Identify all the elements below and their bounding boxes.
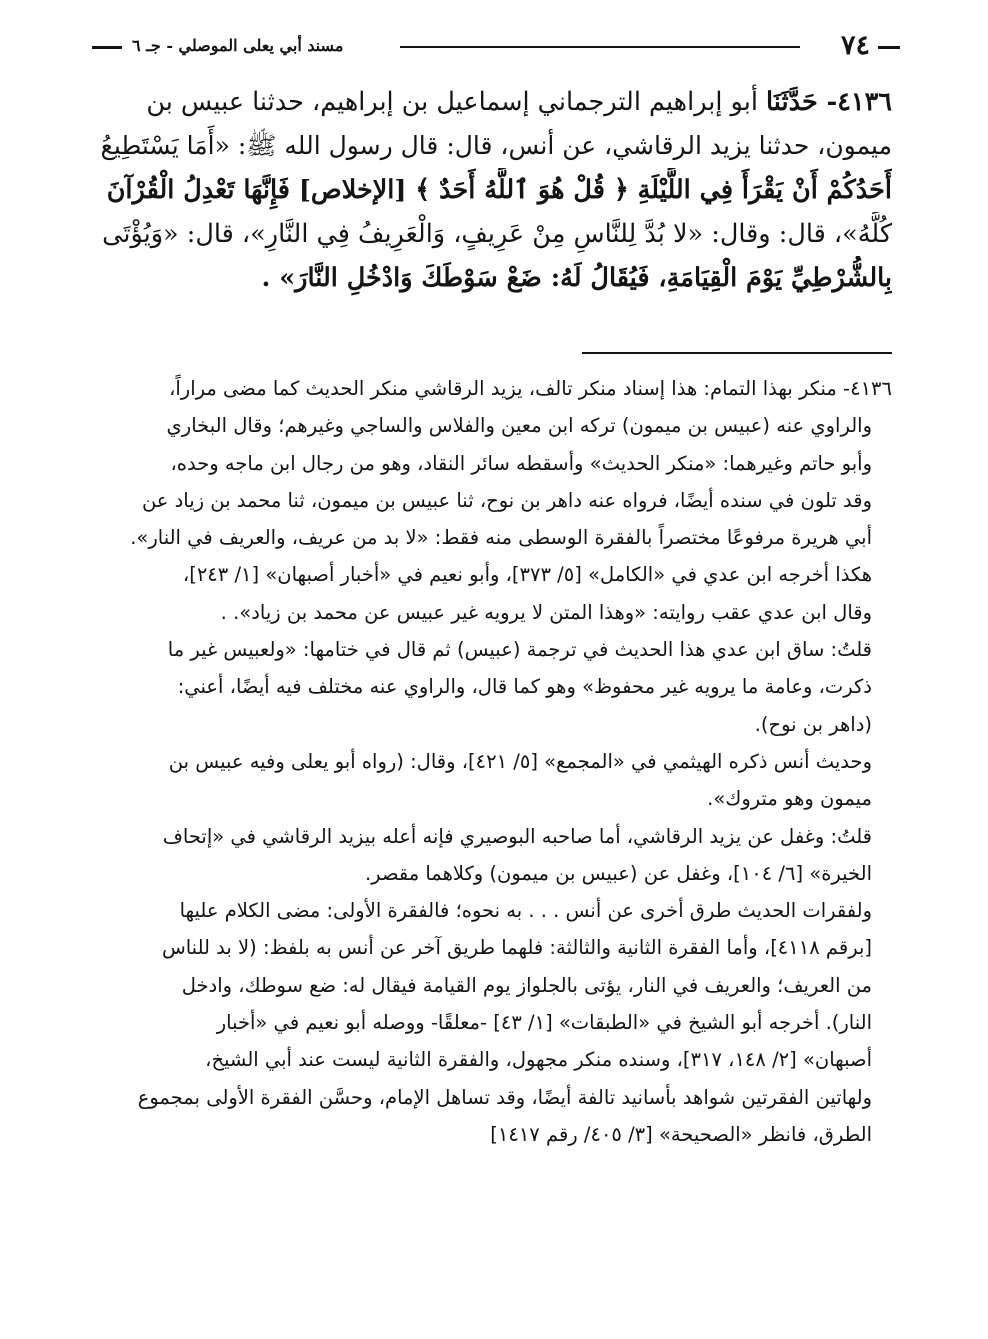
- footnote-line: ولهاتين الفقرتين شواهد بأسانيد تالفة أيضًا، وقد تساهل الإمام، وحسَّن الفقرة الأولى بمجموع: [137, 1085, 872, 1109]
- footnote-line: أصبهان» [٢/ ١٤٨، ٣١٧]، وسنده منكر مجهول، والفقرة الثانية ليست عند أبي الشيخ،: [205, 1048, 872, 1072]
- footnote-line: وقد تلون في سنده أيضًا، فرواه عنه داهر بن نوح، ثنا عبيس بن ميمون، ثنا محمد بن زياد عن: [141, 488, 872, 512]
- footnote-line: الخيرة» [٦/ ١٠٤]، وغفل عن (عبيس بن ميمون) وكلاهما مقصر.: [364, 861, 872, 885]
- hadith-opener: - حَدَّثَنَا: [766, 87, 838, 117]
- footnote-line: ولفقرات الحديث طرق أخرى عن أنس . . . به نحوه؛ فالفقرة الأولى: مضى الكلام عليها: [179, 899, 872, 923]
- footnote-separator: [582, 352, 892, 354]
- footnote-line: ذكرت، وعامة ما يرويه غير محفوظ» وهو كما قال، والراوي عنه مختلف فيه أيضًا، أعني:: [177, 675, 872, 699]
- footnotes: [92, 370, 892, 1153]
- footnote-line: وأبو حاتم وغيرهما: «منكر الحديث» وأسقطه سائر النقاد، وهو من رجال ابن ماجه وحده،: [170, 451, 872, 475]
- header-rule: [400, 46, 800, 48]
- footnote-line: قلتُ: وغفل عن يزيد الرقاشي، أما صاحبه البوصيري فإنه أعله بيزيد الرقاشي في «إتحاف: [162, 824, 872, 848]
- footnote-line: (داهر بن نوح).: [754, 712, 872, 736]
- footnote-line: هكذا أخرجه ابن عدي في «الكامل» [٥/ ٣٧٣]، وأبو نعيم في «أخبار أصبهان» [١/ ٢٤٣]،: [182, 563, 872, 587]
- hadith-line-text: أبو إبراهيم الترجماني إسماعيل بن إبراهيم، حدثنا عبيس بن: [146, 87, 758, 117]
- footnote-line: الطرق، فانظر «الصحيحة» [٣/ ٤٠٥/ رقم ١٤١٧]: [490, 1122, 872, 1146]
- hadith-text: [92, 80, 892, 300]
- page-header: [92, 26, 900, 66]
- hadith-line: أَحَدُكُمْ أَنْ يَقْرَأَ فِي اللَّيْلَةِ ﴿ قُلْ هُوَ ٱللَّهُ أَحَدٌ ﴾ [الإخلاص] فَإِنَّهَا تَعْدِلُ الْقُرْآنَ: [106, 175, 892, 205]
- page-number: ٧٤: [840, 30, 870, 61]
- hadith-line: [92, 80, 892, 124]
- footnote-line: قلتُ: ساق ابن عدي هذا الحديث في ترجمة (عبيس) ثم قال في ختامها: «ولعبيس غير ما: [167, 638, 872, 662]
- footnote-line: ميمون وهو متروك».: [707, 787, 872, 811]
- header-dash-left: [92, 46, 122, 49]
- footnote-line: أبي هريرة مرفوعًا مختصراً بالفقرة الوسطى منه فقط: «لا بد من عريف، والعريف في النار».: [130, 526, 872, 550]
- hadith-line: ميمون، حدثنا يزيد الرقاشي، عن أنس، قال: قال رسول الله ﷺ: «أَمَا يَسْتَطِيعُ: [100, 131, 892, 160]
- footnote-line: والراوي عنه (عبيس بن ميمون) تركه ابن معين والفلاس والساجي وغيرهم؛ وقال البخاري: [166, 414, 872, 438]
- hadith-line: كُلَّهُ»، قال: وقال: «لا بُدَّ لِلنَّاسِ مِنْ عَرِيفٍ، وَالْعَرِيفُ فِي النَّارِ»، قال: «وَيُؤْتَى: [102, 219, 892, 249]
- footnote-line: وقال ابن عدي عقب روايته: «وهذا المتن لا يرويه غير عبيس عن محمد بن زياد». .: [220, 600, 872, 624]
- header-dash-right: [878, 46, 900, 49]
- hadith-number: ٤١٣٦: [837, 87, 892, 117]
- footnote-line: من العريف؛ والعريف في النار، يؤتى بالجلواز يوم القيامة فيقال له: ضع سوطك، وادخل: [181, 973, 872, 997]
- footnote-line: وحديث أنس ذكره الهيثمي في «المجمع» [٥/ ٤٢١]، وقال: (رواه أبو يعلى وفيه عبيس بن: [168, 749, 872, 773]
- book-title: مسند أبي يعلى الموصلي - جـ ٦: [132, 36, 344, 55]
- footnote-line: ٤١٣٦- منكر بهذا التمام: هذا إسناد منكر تالف، يزيد الرقاشي منكر الحديث كما مضى مراراً،: [169, 377, 892, 400]
- footnote-line: النار). أخرجه أبو الشيخ في «الطبقات» [١/ ٤٣] -معلقًا- ووصله أبو نعيم في «أخبار: [216, 1011, 872, 1035]
- hadith-line: بِالشُّرْطِيِّ يَوْمَ الْقِيَامَةِ، فَيُقَالُ لَهُ: ضَعْ سَوْطَكَ وَادْخُلِ النَّارَ» .: [261, 263, 892, 293]
- footnote-line: [برقم ٤١١٨]، وأما الفقرة الثانية والثالثة: فلهما طريق آخر عن أنس به بلفظ: (لا بد للناس: [161, 936, 872, 960]
